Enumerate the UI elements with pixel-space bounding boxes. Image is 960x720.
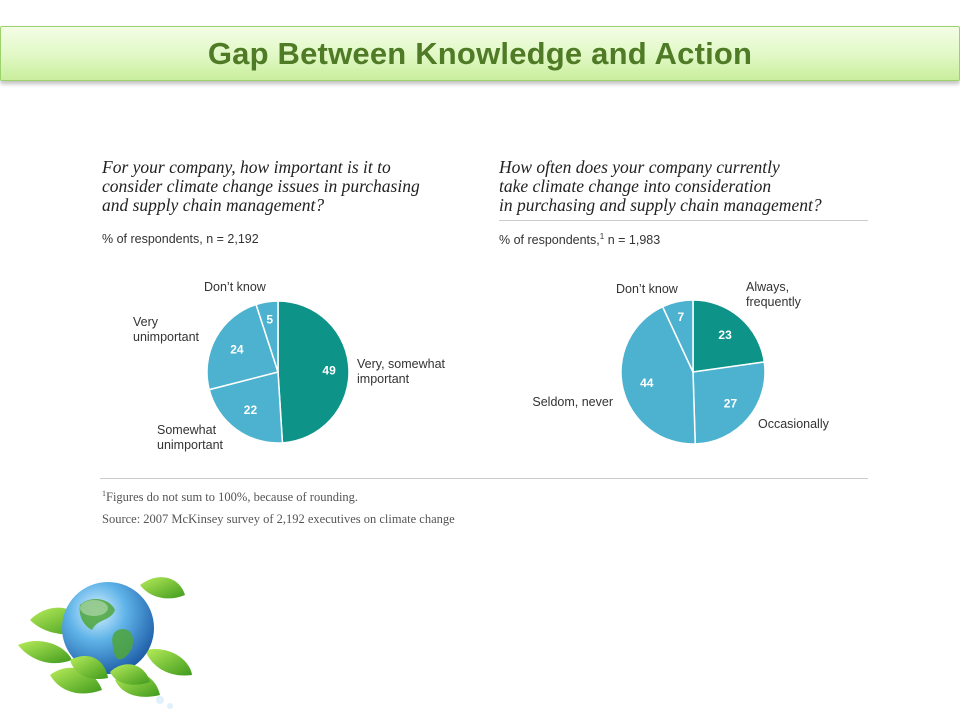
chart1-category-label-3: Don’t know [204,280,266,294]
chart2-value-label-1: 27 [723,396,738,411]
chart1-value-label-1: 22 [243,402,258,417]
chart1-value-label-3: 5 [266,312,274,327]
chart2-category-label-0: Always, frequently [746,280,801,309]
chart2-question-line: take climate change into consideration [499,176,772,196]
rounding-footnote-mark: 1 [102,489,106,498]
chart2-category-label-3: Don’t know [616,282,678,296]
chart2-value-label-0: 23 [718,328,732,343]
chart1-category-label-0: Very, somewhat important [357,357,446,386]
chart2-value-label-2: 44 [640,375,654,390]
globe-leaves-icon [10,560,200,720]
chart2-subtitle-footnote-mark: 1 [599,232,605,241]
chart1-value-label-0: 49 [322,363,336,378]
chart1-value-label-2: 24 [230,342,244,357]
chart1-slice-0 [278,301,349,443]
chart1-question-line: For your company, how important is it to [102,157,391,177]
source-note: Source: 2007 McKinsey survey of 2,192 executives on climate change [102,512,455,526]
chart1-category-label-2: Very unimportant [133,315,200,344]
chart1-question-line: consider climate change issues in purchasing [102,176,420,196]
page-title: Gap Between Knowledge and Action [207,35,753,71]
footnote-divider [100,478,868,479]
chart1-subtitle: % of respondents, n = 2,192 [102,232,259,246]
chart2-question-line: How often does your company currently [499,157,780,177]
chart2-value-label-3: 7 [677,310,685,325]
chart2-subtitle-suffix: n = 1,983 [604,233,661,248]
chart1-category-label-1: Somewhat unimportant [157,423,224,452]
chart1-question-line: and supply chain management? [102,195,325,215]
chart2-category-label-1: Occasionally [758,417,829,431]
rounding-footnote [102,489,358,505]
chart2-category-label-2: Seldom, never [532,395,613,409]
chart2-subtitle-prefix: % of respondents, [499,233,600,248]
rounding-footnote-text: Figures do not sum to 100%, because of rounding. [106,490,359,505]
chart2-question-line: in purchasing and supply chain management? [499,195,822,215]
